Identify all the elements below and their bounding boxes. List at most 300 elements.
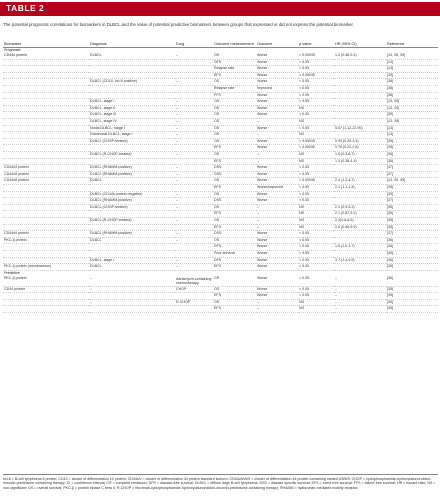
table-row [3, 224, 438, 231]
table-row [3, 237, 438, 244]
table-cell: DFS [213, 257, 256, 264]
table-cell: Worse [256, 66, 298, 73]
table-cell: Worse [256, 293, 298, 300]
table-cell: [35] [386, 224, 438, 231]
table-cell [3, 92, 89, 99]
column-header: HR (95% CI) [335, 42, 357, 47]
table-cell [334, 231, 386, 238]
table-cell: – [256, 306, 298, 313]
table-cell [334, 250, 386, 257]
table-cell: Worse [256, 178, 298, 185]
table-cell [89, 72, 175, 79]
table-cell: Worse [256, 145, 298, 152]
table-cell: [13, 39] [386, 99, 438, 106]
table-cell: EFS [213, 184, 256, 191]
table-cell: – [175, 152, 213, 159]
table-cell: EFS [213, 72, 256, 79]
table-cell [334, 59, 386, 66]
table-cell: DLBCL (RHAMM-positive) [89, 171, 175, 178]
table-cell: [13, 39] [386, 105, 438, 112]
table-row [3, 306, 438, 313]
table-cell: [35] [386, 211, 438, 218]
table-row [3, 145, 438, 152]
table-cell: OS [213, 178, 256, 185]
table-cell: Worse [256, 231, 298, 238]
table-row [3, 59, 438, 66]
table-cell: 1.3 (0.38-4.4) [334, 158, 386, 165]
table-row [3, 191, 438, 198]
table-cell: – [175, 125, 213, 132]
table-body [3, 47, 438, 312]
table-cell: DLBCL (CD10, bcl-6 positive) [89, 79, 175, 86]
table-row [3, 257, 438, 264]
table-cell: [39] [386, 112, 438, 119]
table-cell: – [256, 119, 298, 126]
table-cell: Extranodal DLBCL, stage I [89, 132, 175, 139]
table-cell [3, 293, 89, 300]
table-cell [3, 59, 89, 66]
table-cell: Worse/improved [256, 184, 298, 191]
table-cell: [13] [386, 66, 438, 73]
table-cell: OS [213, 79, 256, 86]
table-cell: NS [298, 211, 334, 218]
table-cell: CD44v5 protein [3, 171, 89, 178]
table-cell [175, 211, 213, 218]
table-cell: – [256, 211, 298, 218]
table-cell: < 0.05 [298, 250, 334, 257]
table-cell: OS [213, 299, 256, 306]
table-cell: < 0.05 [298, 112, 334, 119]
table-cell: DFS [213, 59, 256, 66]
table-cell: DLBCL, stage III [89, 112, 175, 119]
table-cell: Worse [256, 191, 298, 198]
table-cell: < 0.05 [298, 293, 334, 300]
table-cell: FFS [213, 92, 256, 99]
table-cell [175, 59, 213, 66]
table-cell: [35] [386, 138, 438, 145]
table-cell: Worse [256, 72, 298, 79]
table-cell: 1.6 (0.3-8.7) [334, 152, 386, 159]
table-cell [175, 224, 213, 231]
table-cell [334, 132, 386, 139]
biomarker-table [3, 30, 438, 313]
table-cell: DLBCL (R-CHOP-treated) [89, 217, 175, 224]
table-row [3, 178, 438, 185]
table-cell: [38] [386, 79, 438, 86]
table-cell [3, 204, 89, 211]
table-cell: NS [298, 224, 334, 231]
table-cell: < 0.05 [298, 257, 334, 264]
table-cell: DLBCL, stage I [89, 257, 175, 264]
table-row [3, 211, 438, 218]
table-cell: 2.1 (0.87-5.2) [334, 211, 386, 218]
table-cell [3, 257, 89, 264]
table-cell [89, 145, 175, 152]
table-cell [334, 264, 386, 271]
table-cell: – [89, 276, 175, 286]
table-cell: [13, 35, 39] [386, 178, 438, 185]
table-cell: – [256, 204, 298, 211]
table-row [3, 99, 438, 106]
table-cell [3, 152, 89, 159]
table-cell: NS [298, 204, 334, 211]
table-cell [175, 145, 213, 152]
table-cell: [40] [386, 250, 438, 257]
table-cell [89, 244, 175, 251]
table-cell: [35] [386, 217, 438, 224]
table-cell: R-CHOP [175, 299, 213, 306]
table-cell: OS [213, 132, 256, 139]
table-cell: DLBCL (R-CHOP-treated) [89, 152, 175, 159]
column-header: Biomarker [4, 42, 22, 47]
table-cell: – [256, 217, 298, 224]
table-cell: [37] [386, 198, 438, 205]
table-cell [3, 119, 89, 126]
table-cell: Worse [256, 244, 298, 251]
table-cell: < 0.05 [298, 92, 334, 99]
table-cell [334, 92, 386, 99]
table-cell: [35] [386, 286, 438, 293]
table-cell [334, 105, 386, 112]
table-cell: – [175, 132, 213, 139]
table-cell: DLBCL [89, 237, 175, 244]
table-cell: 2.4 (1.2-4.7) [334, 178, 386, 185]
table-cell [334, 66, 386, 73]
table-cell: 1.9 (1.0-3.7) [334, 244, 386, 251]
table-cell [334, 191, 386, 198]
table-cell: NS [298, 119, 334, 126]
table-cell: Worse [256, 257, 298, 264]
table-cell: DLBCL (RHAMM-positive) [89, 165, 175, 172]
table-cell: – [175, 237, 213, 244]
table-cell: – [175, 53, 213, 59]
table-cell: – [175, 99, 213, 106]
table-row [3, 264, 438, 271]
table-cell: Worse [256, 237, 298, 244]
table-header-bar [0, 2, 440, 16]
table-cell: 2.1 (0.9-5.3) [334, 204, 386, 211]
table-cell [175, 250, 213, 257]
table-row [3, 165, 438, 172]
table-cell: < 0.05 [298, 276, 334, 286]
table-cell: [37] [386, 231, 438, 238]
table-cell: CD44v3 protein [3, 165, 89, 172]
table-cell: NS [298, 132, 334, 139]
table-caption: The potential prognostic correlations for biomarkers in DLBCL and the value of potential predictive biomarkers between groups that expressed or did not express the potential biomarker. [3, 22, 354, 27]
table-cell: < 0.05 [298, 171, 334, 178]
table-row [3, 125, 438, 132]
table-cell [3, 224, 89, 231]
table-row [3, 158, 438, 165]
table-cell: 2.0 (0.69-5.9) [334, 224, 386, 231]
table-cell: < 0.05 [298, 99, 334, 106]
table-cell [3, 99, 89, 106]
table-cell: EFS [213, 224, 256, 231]
table-cell: EFS [213, 145, 256, 152]
table-cell: PKC-β protein [3, 276, 89, 286]
table-cell: DSS [213, 165, 256, 172]
table-cell: [36] [386, 276, 438, 286]
column-header: Drug [176, 42, 185, 47]
table-cell: < 0.05 [298, 244, 334, 251]
table-cell: – [175, 105, 213, 112]
table-cell [3, 72, 89, 79]
table-row [3, 184, 438, 191]
table-cell: < 0.05/NS [298, 178, 334, 185]
table-cell: Worse [256, 59, 298, 66]
table-cell: 3.7 (1.4-9.9) [334, 257, 386, 264]
table-cell [175, 86, 213, 93]
table-row [3, 244, 438, 251]
table-cell: OS [213, 99, 256, 106]
table-cell [334, 237, 386, 244]
table-cell: – [334, 299, 386, 306]
table-cell: Nodal DLBCL, stage I [89, 125, 175, 132]
table-cell: Worse [256, 125, 298, 132]
table-cell [89, 66, 175, 73]
table-cell [334, 99, 386, 106]
table-cell: < 0.05 [298, 264, 334, 271]
table-cell [3, 184, 89, 191]
table-cell: [36] [386, 257, 438, 264]
table-cell: – [175, 217, 213, 224]
table-cell: Worse [256, 79, 298, 86]
table-cell: – [334, 286, 386, 293]
table-footnote: bcl-6 = B-cell lymphoma 6 protein; CD10 = cluster of differentiation 10 protein; CD44s/v = cluster of differentiation 44 protein standard isoform; CD44v6/v5/9 = cluster of differentiation 44 protein containing variant 4/5/6/9; CHOP = cyclophosphamide-hydroxydaunorubicin-oncovin-prednisone containing therapy; CI = confidence interval; CR = complete remission; DFS = disease-free survival; DLBCL = diffuse large B-cell lymphoma; DSS = disease specific survival; EFS = event free survival; FFS = failure-free survival; HR = hazard ratio; NS = non-significant; OS = overall survival; PKC-β = protein kinase C beta II; R-CHOP = rituximab-cyclophosphamide-hydroxydaunorubicin-oncovin-prednisone containing therapy; RHAMM = hyaluronan-mediated motility receptor. [3, 474, 438, 491]
table-cell: < 0.05 [298, 286, 334, 293]
table-cell: [35] [386, 293, 438, 300]
table-cell: CHOP [175, 286, 213, 293]
table-cell [334, 198, 386, 205]
table-cell [175, 306, 213, 313]
table-cell [334, 171, 386, 178]
table-row [3, 198, 438, 205]
table-cell: OS [213, 191, 256, 198]
table-row [3, 112, 438, 119]
table-cell: DLBCL (CD44s protein negative) [89, 191, 175, 198]
table-cell: [38] [386, 92, 438, 99]
table-cell: – [334, 293, 386, 300]
table-cell [3, 211, 89, 218]
table-cell: < 0.05 [298, 237, 334, 244]
table-cell: < 0.05/NS [298, 53, 334, 59]
table-cell: Worse [256, 286, 298, 293]
table-cell: DLBCL [89, 53, 175, 59]
table-cell: [35] [386, 264, 438, 271]
table-cell: Predictive [4, 270, 20, 275]
table-cell: DLBCL (CHOP-treated) [89, 204, 175, 211]
table-cell: – [256, 224, 298, 231]
table-label: TABLE 2 [6, 3, 45, 13]
table-cell: [35] [386, 184, 438, 191]
table-cell [89, 250, 175, 257]
table-cell: – [175, 79, 213, 86]
table-cell [3, 158, 89, 165]
table-cell: [37] [386, 171, 438, 178]
column-header: p-value [299, 42, 312, 47]
table-cell: [35] [386, 299, 438, 306]
table-cell: – [256, 152, 298, 159]
table-cell: 2.3(0.6-8.5) [334, 217, 386, 224]
table-row [3, 299, 438, 306]
table-cell: OS [213, 204, 256, 211]
table-cell [334, 119, 386, 126]
table-cell [3, 105, 89, 112]
table-cell: < 0.05 [298, 184, 334, 191]
table-cell: DFS [213, 244, 256, 251]
table-cell [175, 184, 213, 191]
column-header: Outcome measurement [214, 42, 254, 47]
table-cell: < 0.05 [298, 165, 334, 172]
table-cell [175, 72, 213, 79]
table-cell: DSS [213, 231, 256, 238]
table-row [3, 72, 438, 79]
table-cell: < 0.05/NS [298, 72, 334, 79]
column-header: Diagnosis [90, 42, 107, 47]
table-cell: Relapse rate [213, 86, 256, 93]
table-cell: [13, 39] [386, 119, 438, 126]
table-cell: OS [213, 105, 256, 112]
table-cell: EFS [213, 158, 256, 165]
table-cell: < 0.05 [298, 59, 334, 66]
table-cell [89, 158, 175, 165]
table-cell: [36] [386, 244, 438, 251]
table-cell [89, 293, 175, 300]
table-cell [3, 191, 89, 198]
table-cell: DSS [213, 198, 256, 205]
table-cell: Worse [256, 276, 298, 286]
table-cell: Worse [256, 198, 298, 205]
table-cell: [35] [386, 191, 438, 198]
table-cell [3, 125, 89, 132]
table-cell: – [175, 165, 213, 172]
table-row [3, 119, 438, 126]
table-row [3, 86, 438, 93]
table-cell [3, 138, 89, 145]
table-cell: EFS [213, 306, 256, 313]
table-cell: OS [213, 53, 256, 59]
table-cell: OS [213, 217, 256, 224]
table-cell [175, 92, 213, 99]
table-cell: – [89, 286, 175, 293]
table-cell: Prognostic [4, 47, 21, 52]
table-cell: [13, 35, 39] [386, 53, 438, 59]
table-cell [3, 132, 89, 139]
table-cell [334, 112, 386, 119]
table-cell: Adriamycin-containing chemotherapy [176, 276, 212, 286]
table-cell: [37] [386, 165, 438, 172]
table-cell: DLBCL (CHOP-treated) [89, 138, 175, 145]
table-cell: Worse [256, 53, 298, 59]
table-cell: OS [213, 112, 256, 119]
table-cell: EFS [213, 211, 256, 218]
table-cell: Worse [256, 138, 298, 145]
table-cell: OS [213, 286, 256, 293]
table-cell: NS [298, 105, 334, 112]
table-cell: < 0.05 [298, 231, 334, 238]
table-header-row [3, 30, 438, 47]
table-cell [334, 165, 386, 172]
table-cell: – [334, 306, 386, 313]
table-cell: DLBCL, stage I [89, 99, 175, 106]
table-row [3, 171, 438, 178]
table-cell [3, 250, 89, 257]
table-cell [89, 86, 175, 93]
table-cell: [38] [386, 86, 438, 93]
table-cell [89, 224, 175, 231]
table-cell: < 0.05 [298, 86, 334, 93]
table-cell: [13] [386, 125, 438, 132]
table-cell: CR [213, 276, 256, 286]
table-cell: – [334, 276, 386, 286]
table-row [3, 105, 438, 112]
column-header: Reference [387, 42, 405, 47]
table-cell: – [175, 171, 213, 178]
table-row [3, 92, 438, 99]
table-cell [175, 66, 213, 73]
table-cell: Poor survival [213, 250, 256, 257]
table-cell: EFS [213, 264, 256, 271]
table-cell: – [175, 191, 213, 198]
table-cell [3, 244, 89, 251]
table-cell: CD44v6 protein [3, 178, 89, 185]
table-row [3, 138, 438, 145]
table-cell: OS [213, 237, 256, 244]
table-cell: Relapse rate [213, 66, 256, 73]
table-cell [3, 299, 89, 306]
table-cell [3, 198, 89, 205]
table-cell: – [175, 178, 213, 185]
table-cell: [13] [386, 132, 438, 139]
table-cell: NS [298, 306, 334, 313]
table-cell: – [256, 158, 298, 165]
table-row [3, 66, 438, 73]
table-cell: Worse [256, 165, 298, 172]
table-cell [89, 59, 175, 66]
table-cell: [13] [386, 59, 438, 66]
table-cell [89, 306, 175, 313]
table-cell: – [175, 198, 213, 205]
table-cell: CD44s protein [3, 53, 89, 59]
table-cell: – [175, 264, 213, 271]
table-cell: OS [213, 119, 256, 126]
table-cell: DLBCL [89, 178, 175, 185]
table-cell: – [256, 132, 298, 139]
table-row [3, 152, 438, 159]
table-cell [3, 217, 89, 224]
table-cell: – [175, 231, 213, 238]
table-row [3, 276, 438, 286]
table-cell: [35] [386, 145, 438, 152]
table-cell: PKC-β protein [3, 237, 89, 244]
table-cell [334, 72, 386, 79]
table-row [3, 293, 438, 300]
table-cell: DLBCL (RHAMM-positive) [89, 198, 175, 205]
table-cell: [35] [386, 204, 438, 211]
table-cell [3, 145, 89, 152]
table-cell: – [175, 257, 213, 264]
table-cell: DLBCL (RHAMM-positive) [89, 231, 175, 238]
table-cell [334, 86, 386, 93]
table-cell [3, 112, 89, 119]
table-row [3, 286, 438, 293]
table-cell: [36] [386, 237, 438, 244]
table-cell: < 0.05 [298, 66, 334, 73]
table-cell [175, 293, 213, 300]
table-cell [175, 244, 213, 251]
table-cell: Worse [256, 250, 298, 257]
table-cell: [35] [386, 306, 438, 313]
